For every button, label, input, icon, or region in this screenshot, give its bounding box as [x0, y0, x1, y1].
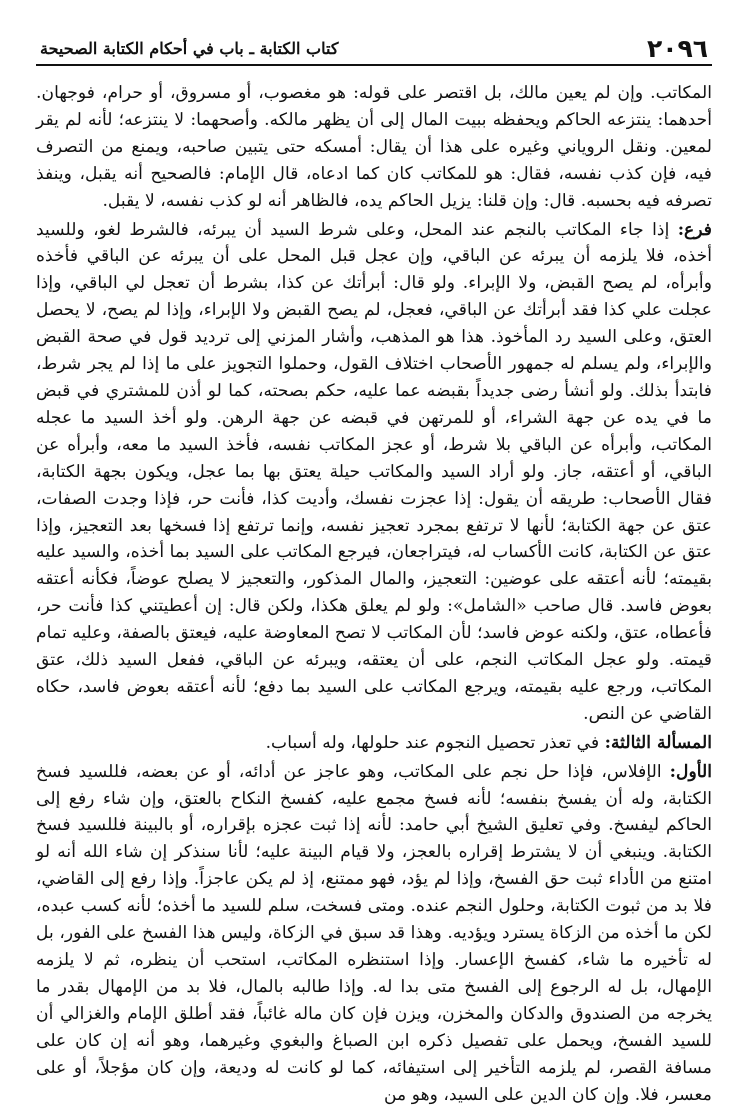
paragraph	[36, 730, 712, 757]
running-title: كتاب الكتابة ـ باب في أحكام الكتابة الصحيحة	[40, 39, 339, 58]
paragraph-text: المكاتب. وإن لم يعين مالك، بل اقتصر على قوله: هو مغصوب، أو مسروق، أو حرام، فوجهان. أحدهما: ينتزعه الحاكم ويحفظه ببيت المال إلى أن يظهر مالكه. وأصحهما: لا ينتزعه؛ لأنه لم يقر لمعين. ونقل الروياني وغيره على هذا أن يقال: أمسكه حتى يتبين صاحبه، ويمنع من التصرف فيه، فإن كذب نفسه، فقال: هو للمكاتب كان كما ادعاه، قال الإمام: فالصحيح أنه يقبل، وينفذ تصرفه فيه بحسبه. قال: وإن قلنا: يزيل الحاكم يده، فالظاهر أنه لو كذب نفسه، لا يقبل.	[36, 83, 712, 211]
page-number: ٢٠٩٦	[646, 34, 708, 63]
page-body	[36, 80, 712, 1108]
section-label: الأول:	[669, 761, 712, 782]
section-label: المسألة الثالثة:	[604, 732, 712, 753]
paragraph-text: الإفلاس، فإذا حل نجم على المكاتب، وهو عاجز عن أدائه، أو عن بعضه، فللسيد فسخ الكتابة، وله أن يفسخ بنفسه؛ لأنه فسخ مجمع عليه، كفسخ النكاح بالعتق، وإن شاء رفع إلى الحاكم ليفسخ. وفي تعليق الشيخ أبي حامد: لأنه إذا ثبت عجزه بإقراره، أو بالبينة فللسيد فسخ الكتابة. وينبغي أن لا يشترط إقراره بالعجز، ولا قيام البينة عليه؛ لأنا سنذكر إن شاء الله أنه لو امتنع من الأداء ثبت حق الفسخ، وإذا لم يؤد، فهو ممتنع، إذ لم يكن عاجزاً. وإذا رفع إلى القاضي، فلا بد من ثبوت الكتابة، وحلول النجم عنده. ومتى فسخت، سلم للسيد ما أخذه؛ لأنه كسب عبده، لكن ما أخذه من الزكاة يسترد ويؤديه. وهذا قد سبق في الزكاة، وليس هذا الفسخ على الفور، بل له تأخيره ما شاء، كفسخ الإعسار. وإذا استنظره المكاتب، استحب أن ينظره، ثم لا يلزمه الإمهال، بل له الرجوع إلى الفسخ متى بدا له. وإذا طالبه بالمال، فلا بد من الإمهال بقدر ما يخرجه من الصندوق والدكان والمخزن، ويزن فإن كان ماله غائباً، فقد أطلق الإمام والغزالي أن للسيد الفسخ، ويحمل على تفصيل ذكره ابن الصباغ والبغوي وغيرهما، وهو أنه إن كان على مسافة القصر، لم يلزمه التأخير إلى استيفائه، كما لو كانت له وديعة، وإن كان مؤجلاً، أو على معسر، فلا. وإن كان الدين على السيد، وهو من	[36, 761, 712, 1105]
paragraph	[36, 80, 712, 215]
paragraph-text: في تعذر تحصيل النجوم عند حلولها، وله أسباب.	[265, 732, 605, 753]
section-label: فرع:	[677, 219, 712, 240]
paragraph-text: إذا جاء المكاتب بالنجم عند المحل، وعلى شرط السيد أن يبرئه، فالشرط لغو، وللسيد أخذه، فلا يلزمه أن يبرئه عن الباقي، وإن عجل قبل المحل على أن يبرئه عن الباقي فأخذه وأبرأه، لم يصح القبض، ولا الإبراء. ولو قال: أبرأتك عن كذا، بشرط أن تعجل لي الباقي، وإذا عجلت علي كذا فقد أبرأتك عن الباقي، فعجل، لم يصح القبض ولا الإبراء، وإذا لم يصح، لا يحصل العتق، وعلى السيد رد المأخوذ. هذا هو المذهب، وأشار المزني إلى ترديد قول في صحة القبض والإبراء، ولم يسلم له جمهور الأصحاب اختلاف القول، وحملوا التجويز على ما إذا لم يجر شرط، فابتدأ بذلك. ولو أنشأ رضى جديداً بقبضه عما عليه، حكم بصحته، كما لو أذن للمشتري في قبض ما في يده عن جهة الشراء، أو للمرتهن في قبضه عن جهة الرهن. ولو أخذ السيد ما عجله المكاتب، وأبرأه عن الباقي بلا شرط، أو عجز المكاتب نفسه، فأخذ السيد ما معه، وأبرأه عن الباقي، أو أعتقه، جاز. ولو أراد السيد والمكاتب حيلة يعتق بها بما عجل، ويكون بجهة الكتابة، فقال الأصحاب: طريقه أن يقول: إذا عجزت نفسك، وأديت كذا، فأنت حر، فإذا وجدت الصفات، عتق عن جهة الكتابة؛ لأنها لا ترتفع بمجرد تعجيز نفسه، وإنما ترتفع إذا فسخها بعد التعجيز، وإذا عتق عن الكتابة، كانت الأكساب له، فيتراجعان، فيرجع المكاتب على السيد بما أخذه، والسيد عليه بقيمته؛ لأنه أعتقه على عوضين: التعجيز، والمال المذكور، والتعجيز لا يصلح عوضاً، فكأنه أعتقه بعوض فاسد. قال صاحب «الشامل»: ولو لم يعلق هكذا، ولكن قال: إن أعطيتني كذا فأنت حر، فأعطاه، عتق، ولكنه عوض فاسد؛ لأن المكاتب لا تصح المعاوضة عليه، فيعتق بالصفة، وعليه تمام قيمته. ولو عجل المكاتب النجم، على أن يعتقه، ويبرئه عن الباقي، ففعل السيد ذلك، عتق المكاتب، ورجع عليه بقيمته، ويرجع المكاتب على السيد بما دفع؛ لأنه أعتقه بعوض فاسد، حكاه القاضي عن النص.	[36, 219, 712, 724]
paragraph	[36, 217, 712, 728]
paragraph	[36, 759, 712, 1108]
page-header	[36, 34, 712, 66]
